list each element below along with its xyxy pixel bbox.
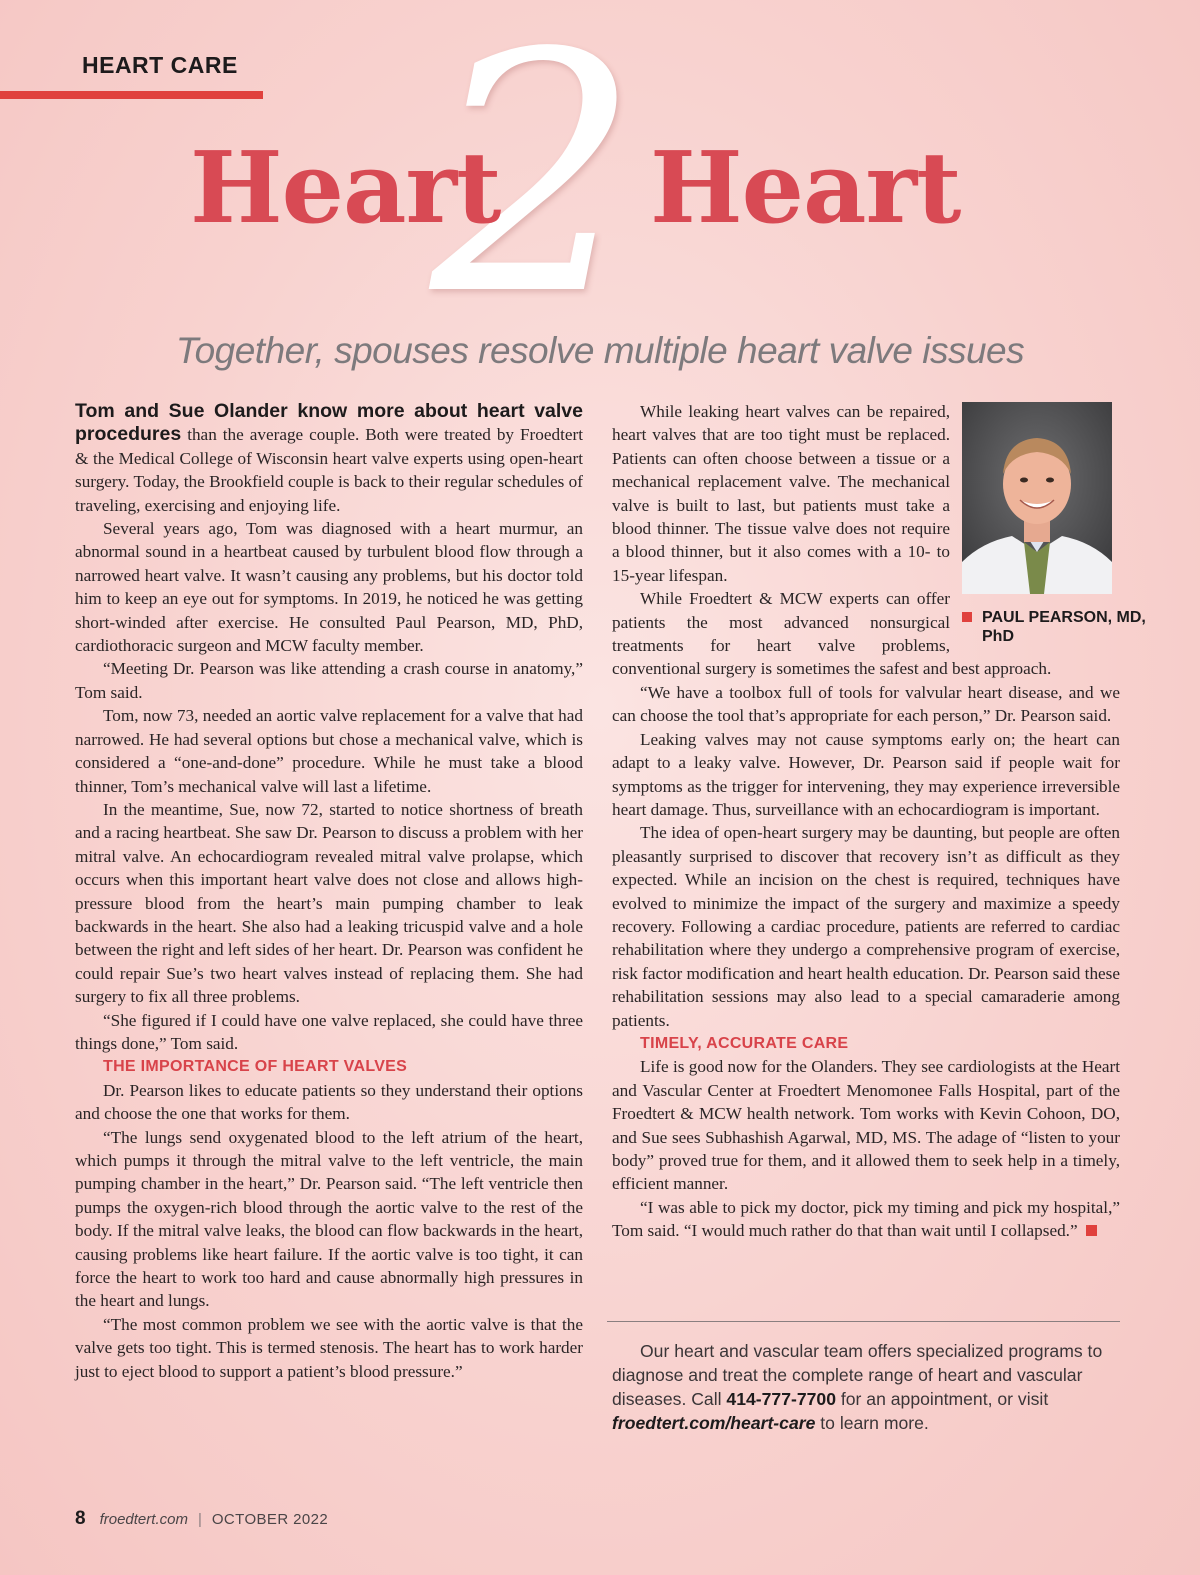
- cta-phone[interactable]: 414-777-7700: [726, 1389, 836, 1409]
- headline-numeral: 2: [430, 0, 640, 367]
- subhead-timely-care: TIMELY, ACCURATE CARE: [640, 1034, 849, 1052]
- cta-divider: [607, 1321, 1120, 1322]
- paragraph: In the meantime, Sue, now 72, started to notice shortness of breath and a racing heartbeat. She saw Dr. Pearson to discuss a problem with her mitral valve. An echocardiogram revealed mitral valve prolapse, which occurs when this important heart valve does not close and allows high-pressure blood from the heart’s main pumping chamber to leak backwards in the heart. She also had a leaking tricuspid valve and a hole between the right and left sides of her heart. Dr. Pearson was confident he could repair Sue’s two heart valves instead of replacing them. She had surgery to fix all three problems.: [75, 799, 583, 1007]
- subhead-heart-valves: THE IMPORTANCE OF HEART VALVES: [103, 1058, 408, 1076]
- paragraph: Tom, now 73, needed an aortic valve replacement for a valve that had narrowed. He had several options but chose a mechanical valve, which is considered a “one-and-done” procedure. While he must take a blood thinner, Tom’s mechanical valve will last a lifetime.: [75, 706, 583, 796]
- lead-bold: Tom and Sue Olander know more about heart valve procedures: [75, 400, 583, 446]
- paragraph: “We have a toolbox full of tools for valvular heart disease, and we can choose the tool that’s appropriate for each person,” Dr. Pearson said.: [612, 682, 1120, 726]
- deck-text: Together, spouses resolve multiple heart valve issues: [175, 330, 1025, 371]
- paragraph: Dr. Pearson likes to educate patients so they understand their options and choose the one that works for them.: [75, 1080, 583, 1124]
- paragraph: While Froedtert & MCW experts can offer patients the most advanced nonsurgical treatments for heart valve problems, conventional surgery is sometimes the safest and best approach.: [612, 589, 1052, 679]
- headline-word-left: Heart: [190, 131, 501, 246]
- paragraph: “She figured if I could have one valve replaced, she could have three things done,” Tom said.: [75, 1010, 583, 1053]
- article-column-left: [75, 400, 583, 1383]
- cta-text-2: for an appointment, or visit: [836, 1389, 1049, 1409]
- photo-caption: [962, 608, 1152, 646]
- paragraph-final: [612, 1196, 1120, 1243]
- paragraph: Several years ago, Tom was diagnosed with a heart murmur, an abnormal sound in a heartbeat caused by turbulent blood flow through a narrowed heart valve. It wasn’t causing any problems, but his doctor told him to keep an eye out for symptoms. In 2019, he noticed he was getting short-winded after exercise. He consulted Paul Pearson, MD, PhD, cardiothoracic surgeon and MCW faculty member.: [75, 519, 583, 656]
- caption-text: PAUL PEARSON, MD, PhD: [982, 609, 1146, 645]
- article-column-right: [612, 400, 1146, 1243]
- portrait-photo: [962, 402, 1112, 594]
- paragraph: “The lungs send oxygenated blood to the left atrium of the heart, which pumps it through the mitral valve to the left ventricle, the main pumping chamber in the heart,” Dr. Pearson said. “The left ventricle then pumps the oxygen-rich blood through the aortic valve to the rest of the body. If the mitral valve leaks, the blood can flow backwards in the heart, causing problems like heart failure. If the aortic valve is too tight, it can force the heart to work too hard and cause abnormally high pressures in the heart and lungs.: [75, 1127, 583, 1311]
- page-number: 8: [75, 1508, 86, 1529]
- end-mark: [1086, 1225, 1097, 1236]
- footer-site: froedtert.com: [99, 1511, 188, 1528]
- headline-word-right: Heart: [650, 131, 961, 246]
- paragraph: Life is good now for the Olanders. They see cardiologists at the Heart and Vascular Center at Froedtert Menomonee Falls Hospital, part of the Froedtert & MCW health network. Tom works with Kevin Cohoon, DO, and Sue sees Subhashish Agarwal, MD, MS. The adage of “listen to your body” proved true for them, and it allowed them to seek help in a timely, efficient manner.: [612, 1057, 1120, 1194]
- paragraph: “The most common problem we see with the aortic valve is that the valve gets too tight. This is termed stenosis. The heart has to work harder just to eject blood to support a patient’s blood pressure.”: [75, 1314, 583, 1381]
- section-rule: [0, 91, 263, 99]
- portrait-box: [962, 402, 1146, 646]
- final-quote: “I was able to pick my doctor, pick my timing and pick my hospital,” Tom said. “I would much rather do that than wait until I collapsed.”: [612, 1197, 1120, 1241]
- section-label: HEART CARE: [82, 52, 238, 78]
- paragraph: The idea of open-heart surgery may be daunting, but people are often pleasantly surprised to discover that recovery isn’t as difficult as they expected. While an incision on the chest is required, techniques have evolved to minimize the impact of the surgery and maximize a speedy recovery. Following a cardiac procedure, patients are referred to cardiac rehabilitation where they undergo a comprehensive program of exercise, risk factor modification and heart health education. Dr. Pearson said these rehabilitation sessions may also lead to a special camaraderie among patients.: [612, 823, 1120, 1030]
- footer-date: OCTOBER 2022: [211, 1511, 329, 1528]
- paragraph: While leaking heart valves can be repaired, heart valves that are too tight must be replaced. Patients can often choose between a tissue or a mechanical replacement valve. The mechanical valve is built to last, but patients must take a blood thinner. The tissue valve does not require a blood thinner, but it also comes with a 10- to 15-year lifespan.: [612, 402, 950, 585]
- lead-rest: than the average couple. Both were treated by Froedtert & the Medical College of Wisconsin heart valve experts using open-heart surgery. Today, the Brookfield couple is back to their regular schedules of traveling, exercising and enjoying life.: [75, 425, 583, 515]
- cta-text-3: to learn more.: [815, 1413, 929, 1433]
- call-to-action: [612, 1339, 1124, 1435]
- footer-separator: |: [197, 1511, 202, 1528]
- cta-text-1: Our heart and vascular team offers specialized programs to diagnose and treat the complete range of heart and vascular diseases. Call: [612, 1341, 1103, 1409]
- lead-paragraph: [75, 400, 583, 517]
- cta-url[interactable]: froedtert.com/heart-care: [612, 1413, 816, 1433]
- paragraph: Leaking valves may not cause symptoms early on; the heart can adapt to a leaky valve. However, Dr. Pearson said if people wait for symptoms as the trigger for intervening, they may experience irreversible heart damage. Thus, surveillance with an echocardiogram is important.: [612, 729, 1120, 819]
- page-footer: [75, 1508, 328, 1530]
- caption-marker: [962, 612, 972, 622]
- deck-subtitle: [0, 330, 1200, 372]
- paragraph: “Meeting Dr. Pearson was like attending a crash course in anatomy,” Tom said.: [75, 659, 583, 702]
